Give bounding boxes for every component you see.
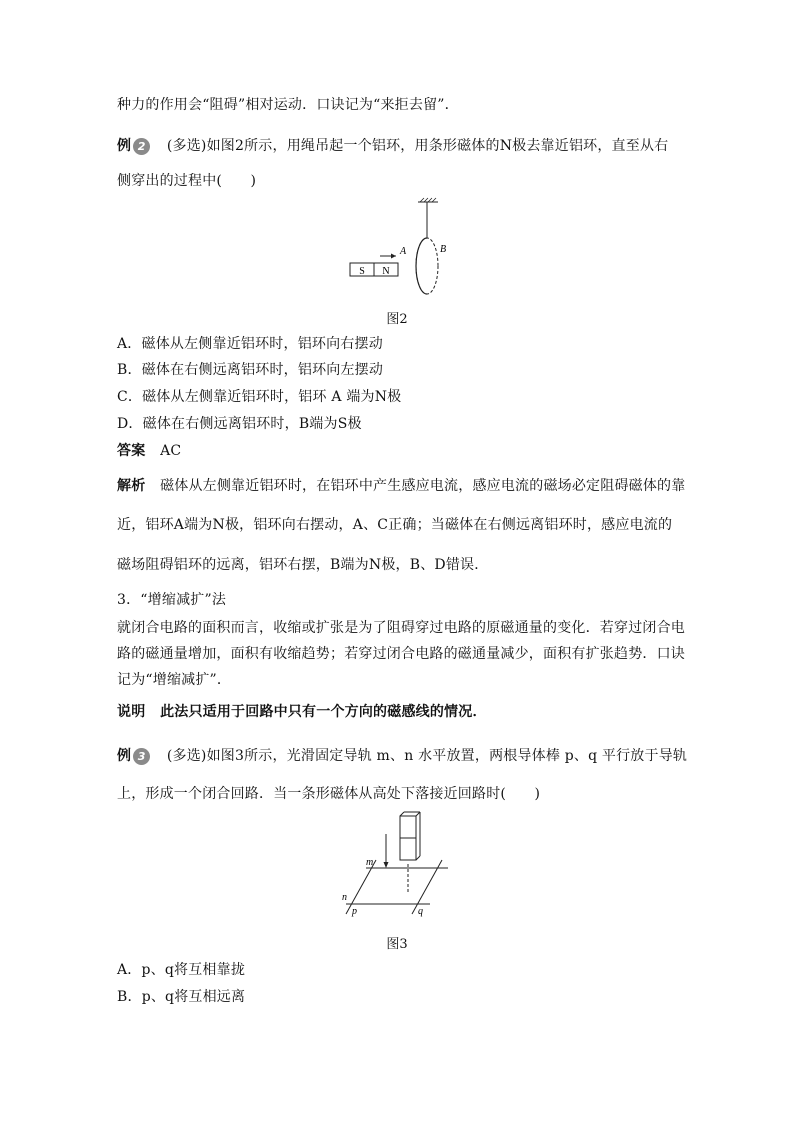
note-line (117, 703, 487, 721)
question-text: 上，形成一个闭合回路．当一条形磁体从高处下落接近回路时( ) (117, 786, 541, 802)
option-a: A．p、q将互相靠拢 (117, 962, 246, 978)
option-a: A．磁体从左侧靠近铝环时，铝环向右摆动 (117, 336, 383, 352)
example-label: 例 (117, 748, 132, 764)
example-number-badge: 2 (133, 138, 150, 155)
figure-2-caption: 图2 (386, 312, 408, 327)
rail-n-label: n (342, 892, 347, 903)
analysis-label: 解析 (117, 478, 146, 494)
text-line: 种力的作用会“阻碍”相对运动．口诀记为“来拒去留”． (117, 97, 459, 113)
example-label: 例 (117, 138, 132, 154)
point-b-label: B (440, 244, 447, 255)
rod-p-label: p (352, 906, 357, 917)
option-d: D．磁体在右侧远离铝环时，B端为S极 (117, 416, 362, 432)
answer-line (117, 442, 181, 460)
question-text: (多选)如图2所示，用绳吊起一个铝环，用条形磁体的N极去靠近铝环，直至从右 (166, 138, 669, 154)
example-number-badge: 3 (133, 748, 150, 765)
rod-q-label: q (418, 906, 423, 917)
section-title: 3．“增缩减扩”法 (117, 592, 227, 608)
note-label: 说明 (117, 704, 146, 720)
question-text: (多选)如图3所示，光滑固定导轨 m、n 水平放置，两根导体棒 p、q 平行放于导轨 (166, 748, 688, 764)
point-a-label: A (400, 246, 407, 257)
analysis-text: 磁场阻碍铝环的远离，铝环右摆，B端为N极，B、D错误． (117, 557, 489, 573)
answer-label: 答案 (117, 443, 146, 459)
analysis-text: 近，铝环A端为N极，铝环向右摆动，A、C正确；当磁体在右侧远离铝环时，感应电流的 (117, 517, 673, 533)
figure-3-rails-magnet (338, 810, 458, 922)
analysis-text: 磁体从左侧靠近铝环时，在铝环中产生感应电流，感应电流的磁场必定阻碍磁体的靠 (160, 478, 686, 494)
analysis-line (117, 477, 685, 495)
magnet-s-label: S (359, 266, 365, 277)
section-text: 路的磁通量增加，面积有收缩趋势；若穿过闭合电路的磁通量减少，面积有扩张趋势．口诀 (117, 646, 685, 662)
answer-value: AC (160, 443, 182, 459)
section-text: 记为“增缩减扩”． (117, 672, 232, 688)
option-b: B．磁体在右侧远离铝环时，铝环向左摆动 (117, 362, 384, 378)
option-c: C．磁体从左侧靠近铝环时，铝环 A 端为N极 (117, 389, 402, 405)
figure-2-magnet-ring (340, 196, 470, 300)
note-text: 此法只适用于回路中只有一个方向的磁感线的情况． (160, 704, 487, 720)
rail-m-label: m (366, 857, 374, 868)
question-text: 侧穿出的过程中( ) (117, 173, 257, 189)
option-b: B．p、q将互相远离 (117, 989, 246, 1005)
example-3-heading (117, 747, 687, 765)
section-text: 就闭合电路的面积而言，收缩或扩张是为了阻碍穿过电路的原磁通量的变化．若穿过闭合电 (117, 620, 685, 636)
figure-3-caption: 图3 (386, 937, 408, 952)
example-2-heading (117, 137, 668, 155)
magnet-n-label: N (382, 266, 390, 277)
